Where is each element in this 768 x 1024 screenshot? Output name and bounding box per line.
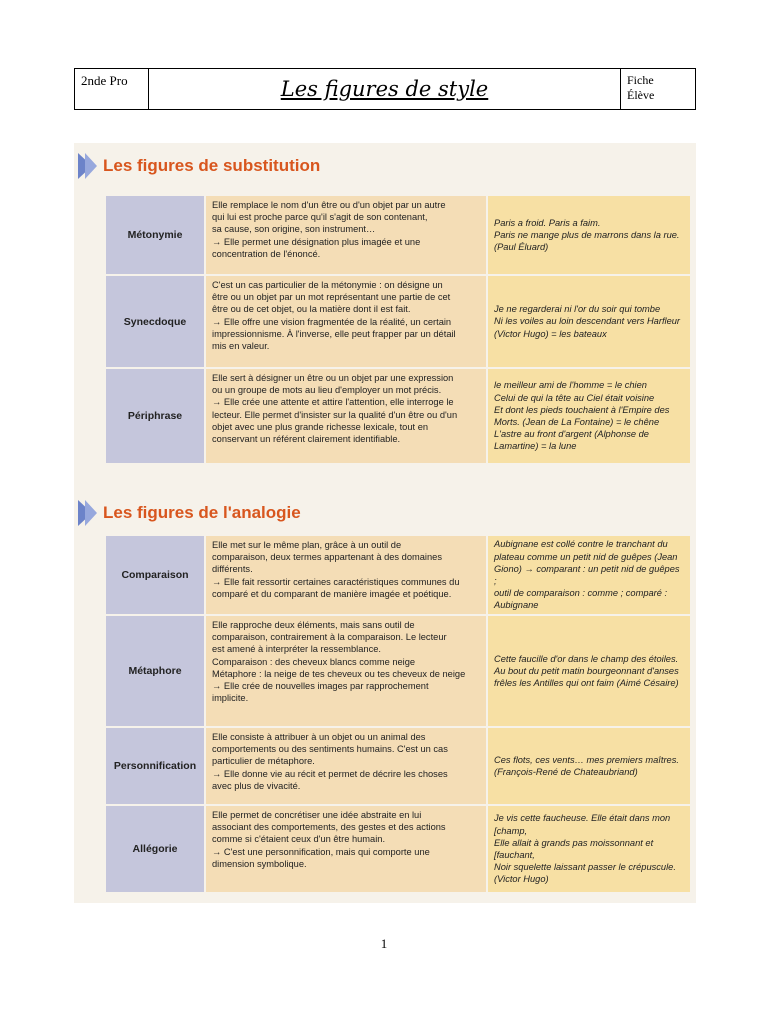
definition-line: Métaphore : la neige de tes cheveux ou tes cheveux de neige [212, 668, 466, 679]
definition-line: être ou un objet par un mot représentant une partie de cet [212, 292, 451, 303]
example-line: outil de comparaison : comme ; comparé : [494, 588, 668, 599]
definition-line: → Elle offre une vision fragmentée de la réalité, un certain [212, 316, 452, 327]
table-row [106, 196, 690, 276]
definition-line: Elle permet de concrétiser une idée abstraite en lui [212, 810, 422, 820]
figure-definition [206, 196, 488, 274]
example-line: Cette faucille d'or dans le champ des étoiles. [494, 653, 679, 664]
definition-line: différents. [212, 564, 253, 575]
definition-line: → Elle donne vie au récit et permet de décrire les choses [212, 768, 448, 779]
definition-line: Elle sert à désigner un être ou un objet par une expression [212, 373, 454, 383]
definition-line: implicite. [212, 693, 249, 704]
figure-definition [206, 276, 488, 367]
example-line: Aubignane [494, 600, 539, 611]
example-line: (Victor Hugo) = les bateaux [494, 328, 607, 339]
page-title: Les figures de style [149, 69, 621, 109]
definition-line: sa cause, son origine, son instrument… [212, 224, 376, 235]
arrow-icon [85, 153, 97, 179]
example-line: Ni les voiles au loin descendant vers Harfleur [494, 316, 681, 327]
section-title-analogie: Les figures de l'analogie [78, 500, 301, 526]
example-line: L'astre au front d'argent (Alphonse de [494, 429, 649, 440]
example-line: Lamartine) = la lune [494, 441, 577, 452]
definition-line: → Elle permet une désignation plus imagée et une [212, 236, 421, 247]
example-line: Giono) → comparant : un petit nid de guêpes ; [494, 563, 680, 586]
example-line: le meilleur ami de l'homme = le chien [494, 380, 647, 391]
sheet-type-line2: Élève [627, 88, 655, 102]
figure-definition [206, 536, 488, 614]
definition-line: conservant un référent clairement identifiable. [212, 434, 401, 445]
definition-line: lecteur. Elle permet d'insister sur la qualité d'un être ou d'un [212, 409, 458, 420]
definition-line: est amené à interpréter la ressemblance. [212, 644, 381, 655]
example-line: Ces flots, ces vents… mes premiers maîtres. [494, 754, 679, 765]
figure-name: Métaphore [106, 616, 206, 726]
analogie-table [106, 536, 690, 894]
table-row [106, 536, 690, 616]
example-line: Je ne regarderai ni l'or du soir qui tombe [494, 304, 661, 315]
figure-definition [206, 369, 488, 463]
definition-line: être ou de cet objet, ou la matière dont il est fait. [212, 304, 411, 315]
definition-line: Elle remplace le nom d'un être ou d'un objet par un autre [212, 200, 446, 210]
figure-example [488, 276, 690, 367]
table-row [106, 276, 690, 369]
example-line: Elle allait à grands pas moissonnant et [494, 837, 654, 848]
definition-line: Elle consiste à attribuer à un objet ou un animal des [212, 732, 426, 742]
definition-line: → C'est une personnification, mais qui comporte une [212, 846, 430, 857]
definition-line: dimension symbolique. [212, 858, 307, 869]
definition-line: → Elle crée une attente et attire l'attention, elle interroge le [212, 397, 454, 408]
example-line: Morts. (Jean de La Fontaine) = le chêne [494, 417, 660, 427]
definition-line: mis en valeur. [212, 341, 270, 352]
table-row [106, 616, 690, 728]
definition-line: Elle met sur le même plan, grâce à un outil de [212, 540, 402, 550]
definition-line: associant des comportements, des gestes et des actions [212, 822, 446, 833]
figure-name: Métonymie [106, 196, 206, 274]
example-line: frêles les Antilles qui ont faim (Aimé Césaire) [494, 678, 679, 689]
figure-definition [206, 806, 488, 892]
figure-name: Périphrase [106, 369, 206, 463]
example-line: (François-René de Chateaubriand) [494, 767, 638, 777]
definition-line: concentration de l'énoncé. [212, 248, 321, 259]
sheet-type [621, 69, 695, 109]
figure-example [488, 196, 690, 274]
class-level: 2nde Pro [75, 69, 149, 109]
figure-example [488, 616, 690, 726]
figure-name: Allégorie [106, 806, 206, 892]
example-line: [champ, [494, 825, 528, 836]
table-row [106, 369, 690, 465]
section-title-substitution: Les figures de substitution [78, 153, 320, 179]
figure-example [488, 806, 690, 892]
table-row [106, 728, 690, 806]
figure-name: Comparaison [106, 536, 206, 614]
definition-line: qui lui est proche parce qu'il s'agit de son contenant, [212, 212, 428, 223]
definition-line: Comparaison : des cheveux blancs comme neige [212, 656, 416, 667]
example-line: [fauchant, [494, 850, 535, 860]
definition-line: → Elle crée de nouvelles images par rapprochement [212, 681, 429, 692]
example-line: Et dont les pieds touchaient à l'Empire des [494, 404, 670, 415]
figure-definition [206, 728, 488, 804]
example-line: (Victor Hugo) [494, 874, 549, 885]
definition-line: comme si c'étaient ceux d'un être humain. [212, 834, 386, 845]
example-line: Au bout du petit matin bourgeonnant d'anses [494, 665, 679, 676]
definition-line: comparé et du comparant de manière imagée et poétique. [212, 588, 452, 599]
substitution-table [106, 196, 690, 465]
page-number: 1 [380, 936, 388, 951]
definition-line: particulier de métaphore. [212, 756, 315, 767]
example-line: Noir squelette laissant passer le crépuscule. [494, 862, 676, 873]
definition-line: → Elle fait ressortir certaines caractéristiques communes du [212, 576, 460, 587]
definition-line: comparaison, contrairement à la comparaison. Le lecteur [212, 632, 447, 643]
definition-line: impressionnisme. À l'inverse, elle peut frapper par un détail [212, 328, 456, 339]
definition-line: Elle rapproche deux éléments, mais sans outil de [212, 620, 415, 630]
example-line: Paris a froid. Paris a faim. [494, 217, 601, 228]
figure-name: Synecdoque [106, 276, 206, 367]
figure-example [488, 728, 690, 804]
example-line: (Paul Éluard) [494, 242, 549, 253]
definition-line: comportements ou des sentiments humains. C'est un cas [212, 744, 448, 755]
example-line: Celui de qui la tête au Ciel était voisine [494, 392, 655, 403]
example-line: Paris ne mange plus de marrons dans la rue. [494, 229, 680, 240]
definition-line: ou un groupe de mots au lieu d'employer un mot précis. [212, 385, 442, 396]
figure-example [488, 536, 690, 614]
example-line: Je vis cette faucheuse. Elle était dans mon [494, 813, 671, 824]
figure-definition [206, 616, 488, 726]
definition-line: comparaison, deux termes appartenant à des domaines [212, 552, 442, 563]
definition-line: objet avec une plus grande richesse lexicale, tout en [212, 421, 429, 432]
example-line: Aubignane est collé contre le tranchant du [494, 539, 668, 550]
figure-name: Personnification [106, 728, 206, 804]
figure-example [488, 369, 690, 463]
example-line: plateau comme un petit nid de guêpes (Jean [494, 551, 678, 562]
definition-line: C'est un cas particulier de la métonymie : on désigne un [212, 280, 443, 290]
header-table [74, 68, 696, 110]
arrow-icon [85, 500, 97, 526]
definition-line: avec plus de vivacité. [212, 780, 301, 791]
table-row [106, 806, 690, 894]
sheet-type-line1: Fiche [627, 73, 654, 87]
scanned-page [74, 143, 696, 903]
